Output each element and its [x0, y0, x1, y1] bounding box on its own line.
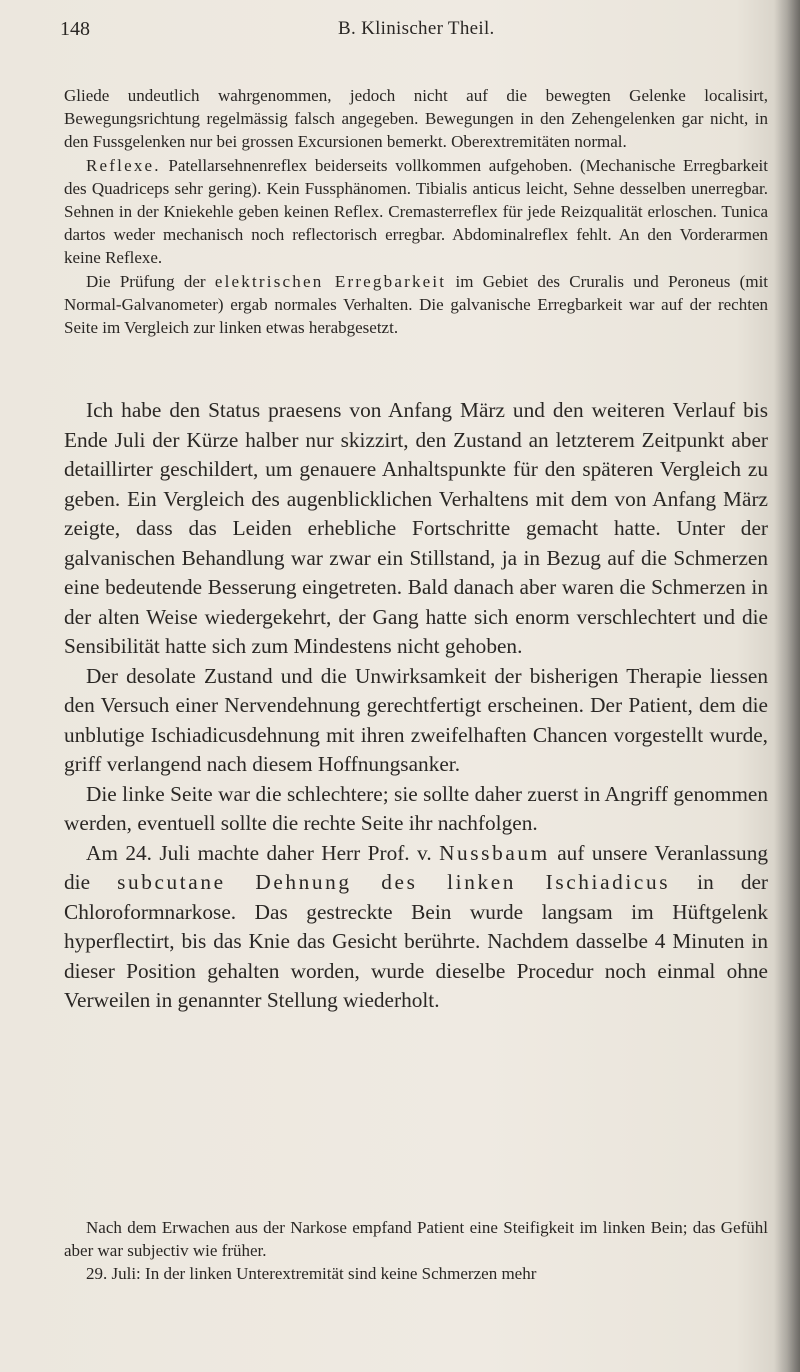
paragraph-status-praesens: Ich habe den Status praesens von Anfang März und den weiteren Verlauf bis Ende Juli der Kürze halber nur skizzirt, den Zustand an letzterem Zeitpunkt aber detaillirter geschildert, um genauere Anhaltspunkte für den späteren Vergleich zu geben. Ein Vergleich des augenblicklichen Verhaltens mit dem von Anfang März zeigte, dass das Leiden erhebliche Fortschritte gemacht hatte. Unter der galvanischen Behandlung war zwar ein Stillstand, ja in Bezug auf die Schmerzen eine bedeutende Besserung eingetreten. Bald danach aber waren die Schmerzen in der alten Weise wiedergekehrt, der Gang hatte sich enorm verschlechtert und die Sensibilität hatte sich zum Mindestens nicht gehoben. — [64, 398, 768, 658]
small-print-block-bottom — [64, 1216, 768, 1286]
paragraph-nervendehnung: Der desolate Zustand und die Unwirksamkeit der bisherigen Therapie liessen den Versuch einer Nervendehnung gerechtfertigt erscheinen. Der Patient, dem die unblutige Ischiadicusdehnung mit ihren zweifelhaften Chancen vorgestellt wurde, griff verlangend nach diesem Hoffnungsanker. — [64, 663, 768, 776]
page-number: 148 — [60, 18, 90, 40]
term-elektrische-erregbarkeit: elektrischen Erregbarkeit — [214, 271, 447, 291]
page-header — [60, 14, 760, 44]
running-head: B. Klinischer Theil. — [338, 18, 495, 39]
paragraph-linke-seite: Die linke Seite war die schlechtere; sie sollte daher zuerst in Angriff genommen werden, eventuell sollte die rechte Seite ihr nachfolgen. — [64, 781, 768, 835]
paragraph-narkose: Nach dem Erwachen aus der Narkose empfand Patient eine Steifigkeit im linken Bein; das Gefühl aber war subjectiv wie früher. — [64, 1218, 768, 1261]
term-reflexe: Reflexe. — [86, 155, 161, 175]
paragraph-operation: Am 24. Juli machte daher Herr Prof. v. Nussbaum auf unsere Veranlassung die subcutane Dehnung des linken Ischiadicus in der Chloroformnarkose. Das gestreckte Bein wurde langsam im Hüftgelenk hyperflectirt, bis das Knie das Gesicht berührte. Nachdem dasselbe 4 Minuten in dieser Position gehalten worden, wurde dieselbe Procedur noch einmal ohne Verweilen in genannter Stellung wiederholt. — [64, 840, 769, 1012]
page-edge-shadow — [774, 0, 800, 1372]
paragraph-reflexe: Reflexe. Patellarsehnenreflex beiderseits vollkommen aufgehoben. (Mechanische Erregbarkeit des Quadriceps sehr gering). Kein Fussphänomen. Tibialis anticus leicht, Sehne desselben unerregbar. Sehnen in der Kniekehle geben keinen Reflex. Cremasterreflex für jede Reizqualität erloschen. Tunica dartos weder mechanisch noch reflectorisch erregbar. Abdominalreflex fehlt. An den Vorderarmen keine Reflexe. — [64, 155, 768, 268]
paragraph-sensibility: Gliede undeutlich wahrgenommen, jedoch nicht auf die bewegten Gelenke localisirt, Bewegungsrichtung regelmässig falsch angegeben. Bewegungen in den Zehengelenken gar nicht, in den Fussgelenken nur bei grossen Excursionen bemerkt. Oberextremitäten normal. — [64, 86, 768, 152]
paragraph-elektrische-erregbarkeit: Die Prüfung der elektrischen Erregbarkeit im Gebiet des Cruralis und Peroneus (mit Normal-Galvanometer) ergab normales Verhalten. Die galvanische Erregbarkeit war auf der rechten Seite im Vergleich zur linken etwas herabgesetzt. — [64, 271, 769, 338]
small-print-block — [64, 84, 768, 339]
term-subcutane-dehnung: subcutane Dehnung des linken Ischiadicus — [117, 870, 671, 894]
main-text-block — [64, 396, 768, 1016]
name-nussbaum: Nussbaum — [439, 840, 550, 865]
paragraph-29-juli: 29. Juli: In der linken Unterextremität sind keine Schmerzen mehr — [86, 1264, 537, 1284]
